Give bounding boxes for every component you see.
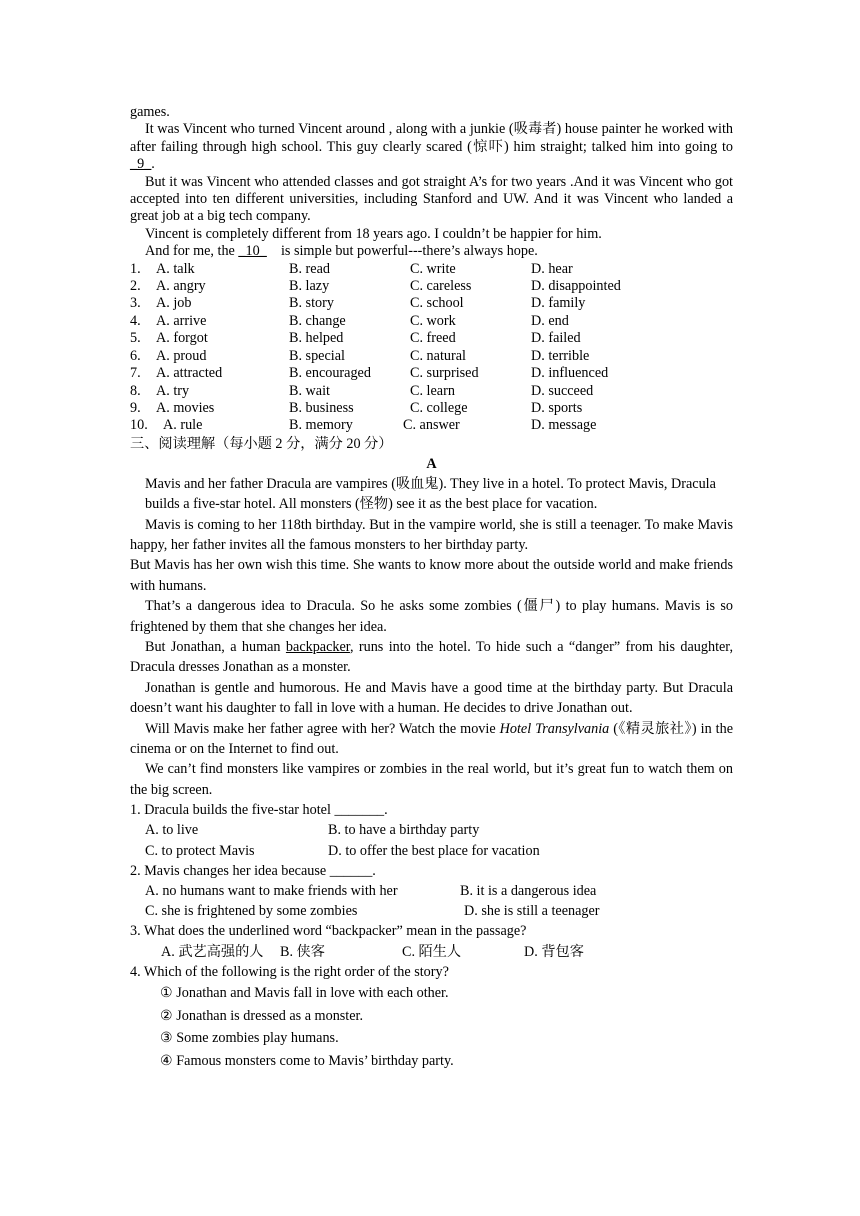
q3-option-c: C. 陌生人 xyxy=(402,943,462,960)
order-item-3: ③ Some zombies play humans. xyxy=(160,1030,339,1047)
option-d: D. disappointed xyxy=(531,278,621,295)
option-a: A. try xyxy=(156,382,190,399)
option-a: A. proud xyxy=(156,347,207,364)
blank-10: _10_ xyxy=(238,243,267,260)
option-a: A. movies xyxy=(156,399,215,416)
cloze-paragraph xyxy=(130,243,733,260)
option-d: D. succeed xyxy=(531,382,594,399)
cloze-paragraph: But it was Vincent who attended classes and got straight A’s for two years .And it was Vincent who got accepted into ten different universities, including Stanford and UW. And it was Vincent who landed a great job at a big tech company. xyxy=(130,173,733,225)
cloze-text: And for me, the xyxy=(145,243,239,260)
q3-option-b: B. 侠客 xyxy=(280,943,325,960)
option-a: A. rule xyxy=(163,417,203,434)
option-a: A. attracted xyxy=(156,365,223,382)
option-row xyxy=(130,313,733,330)
order-item-4: ④ Famous monsters come to Mavis’ birthday party. xyxy=(160,1052,454,1069)
cloze-line: games. xyxy=(130,104,170,120)
q1-option-b: B. to have a birthday party xyxy=(328,822,480,839)
option-b: B. change xyxy=(289,312,346,329)
option-a: A. talk xyxy=(156,260,195,277)
blank-9: _9_ xyxy=(130,156,152,173)
option-d: D. influenced xyxy=(531,365,609,382)
option-row xyxy=(130,365,733,382)
reading-paragraph: We can’t find monsters like vampires or zombies in the real world, but it’s great fun to watch them on the big screen. xyxy=(130,761,733,798)
q1-option-a: A. to live xyxy=(145,822,199,839)
q2-option-d: D. she is still a teenager xyxy=(464,903,600,920)
option-number: 10. xyxy=(130,417,148,434)
option-c: C. natural xyxy=(410,347,466,364)
option-row xyxy=(130,383,733,400)
reading-paragraph: Jonathan is gentle and humorous. He and Mavis have a good time at the birthday party. But Dracula doesn’t want his daughter to fall in love with a human. He decides to drive Jonathan out. xyxy=(130,679,733,717)
option-row xyxy=(130,348,733,365)
question-3: 3. What does the underlined word “backpacker” mean in the passage? xyxy=(130,923,527,940)
cloze-paragraph: Vincent is completely different from 18 years ago. I couldn’t be happier for him. xyxy=(145,225,602,242)
question-options xyxy=(130,820,733,840)
option-d: D. family xyxy=(531,295,586,312)
reading-text: Will Mavis make her father agree with her? Watch the movie xyxy=(145,720,500,737)
option-row xyxy=(130,295,733,312)
option-d: D. message xyxy=(531,417,597,434)
option-c: C. answer xyxy=(403,417,460,434)
q1-option-d: D. to offer the best place for vacation xyxy=(328,842,540,859)
q3-option-a: A. 武艺高强的人 xyxy=(161,943,264,960)
q2-option-c: C. she is frightened by some zombies xyxy=(145,903,358,920)
option-number: 5. xyxy=(130,330,141,347)
option-number: 1. xyxy=(130,260,141,277)
reading-text: (《精灵旅社》) in the cinema or on the Internet to find out. xyxy=(130,720,733,757)
option-number: 9. xyxy=(130,399,141,416)
reading-paragraph: Mavis is coming to her 118th birthday. But in the vampire world, she is still a teenager. To make Mavis happy, her father invites all the famous monsters to her birthday party. xyxy=(130,516,733,553)
exam-page xyxy=(130,104,733,1072)
question-options xyxy=(130,901,733,921)
underlined-word: backpacker xyxy=(285,638,350,655)
order-item-2: ② Jonathan is dressed as a monster. xyxy=(160,1007,364,1024)
option-a: A. job xyxy=(156,295,192,312)
reading-paragraph: That’s a dangerous idea to Dracula. So he asks some zombies (僵尸) to play humans. Mavis is so frightened by them that she changes her idea. xyxy=(130,598,733,635)
q2-option-a: A. no humans want to make friends with her xyxy=(145,883,398,900)
option-row xyxy=(130,330,733,347)
option-a: A. forgot xyxy=(156,330,208,347)
option-b: B. story xyxy=(289,295,334,312)
option-b: B. wait xyxy=(289,382,330,399)
option-b: B. encouraged xyxy=(289,365,371,382)
option-number: 3. xyxy=(130,295,141,312)
order-item-1: ① Jonathan and Mavis fall in love with each other. xyxy=(160,985,449,1002)
reading-paragraph: builds a five-star hotel. All monsters (怪物) see it as the best place for vacation. xyxy=(145,496,598,513)
q1-option-c: C. to protect Mavis xyxy=(145,842,255,859)
cloze-options-table xyxy=(130,261,733,435)
option-number: 7. xyxy=(130,365,141,382)
reading-paragraph xyxy=(130,637,733,678)
option-c: C. write xyxy=(410,260,456,277)
option-number: 8. xyxy=(130,382,141,399)
option-d: D. hear xyxy=(531,260,573,277)
passage-label: A xyxy=(426,455,437,472)
option-b: B. lazy xyxy=(289,278,330,295)
cloze-text: is simple but powerful---there’s always hope. xyxy=(266,243,538,260)
option-c: C. surprised xyxy=(410,365,479,382)
option-b: B. helped xyxy=(289,330,344,347)
option-number: 6. xyxy=(130,347,141,364)
option-b: B. read xyxy=(289,260,330,277)
question-1: 1. Dracula builds the five-star hotel _______. xyxy=(130,802,388,819)
reading-text: But Jonathan, a human xyxy=(145,638,286,655)
option-c: C. work xyxy=(410,312,456,329)
cloze-paragraph xyxy=(130,121,733,173)
option-d: D. sports xyxy=(531,399,583,416)
option-a: A. arrive xyxy=(156,312,207,329)
question-2: 2. Mavis changes her idea because ______. xyxy=(130,862,376,879)
q2-option-b: B. it is a dangerous idea xyxy=(460,883,597,900)
option-b: B. memory xyxy=(289,417,353,434)
option-b: B. business xyxy=(289,399,354,416)
reading-text: , runs into the hotel. To hide such a “danger” from his daughter, Dracula dresses Jonathan as a monster. xyxy=(130,638,734,676)
option-row xyxy=(130,400,733,417)
reading-paragraph: But Mavis has her own wish this time. She wants to know more about the outside world and make friends with humans. xyxy=(130,557,733,594)
option-c: C. learn xyxy=(410,382,455,399)
option-a: A. angry xyxy=(156,278,206,295)
option-number: 2. xyxy=(130,278,141,295)
option-row xyxy=(130,278,733,295)
option-c: C. school xyxy=(410,295,464,312)
option-number: 4. xyxy=(130,312,141,329)
option-row xyxy=(130,261,733,278)
option-b: B. special xyxy=(289,347,345,364)
question-4: 4. Which of the following is the right order of the story? xyxy=(130,963,449,980)
q3-option-d: D. 背包客 xyxy=(524,943,584,960)
cloze-text: . xyxy=(151,156,155,173)
movie-title: Hotel Transylvania xyxy=(499,720,610,737)
option-c: C. freed xyxy=(410,330,456,347)
option-d: D. terrible xyxy=(531,347,590,364)
question-options xyxy=(130,942,733,962)
option-d: D. failed xyxy=(531,330,581,347)
option-row xyxy=(130,417,733,434)
option-c: C. careless xyxy=(410,278,472,295)
reading-paragraph xyxy=(130,719,733,760)
cloze-text: It was Vincent who turned Vincent around , along with a junkie (吸毒者) house painter he worked with after failing through high school. This guy clearly scared (惊吓) him straight; talked him into going to xyxy=(130,121,733,155)
option-c: C. college xyxy=(410,399,468,416)
reading-paragraph: Mavis and her father Dracula are vampires (吸血鬼). They live in a hotel. To protect Mavis, Dracula xyxy=(145,475,716,492)
option-d: D. end xyxy=(531,312,569,329)
question-options xyxy=(130,841,733,861)
section-title: 三、阅读理解（每小题 2 分，满分 20 分） xyxy=(130,435,393,452)
question-options xyxy=(130,881,733,901)
